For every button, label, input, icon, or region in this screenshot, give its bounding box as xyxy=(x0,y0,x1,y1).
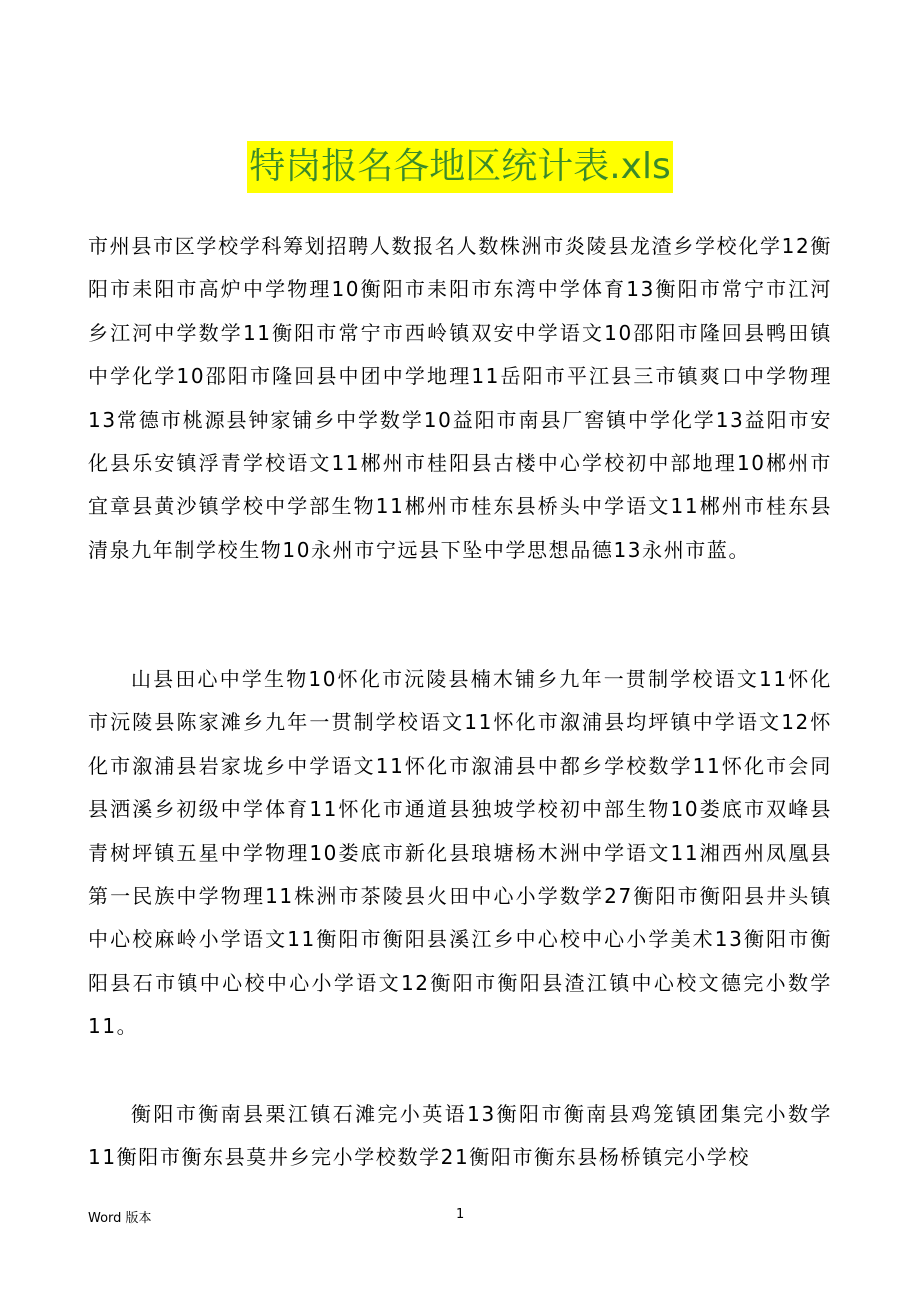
title-area xyxy=(0,141,920,193)
paragraph-2: 山县田心中学生物10怀化市沅陵县楠木铺乡九年一贯制学校语文11怀化市沅陵县陈家滩乡九年一贯制学校语文11怀化市溆浦县均坪镇中学语文12怀化市溆浦县岩家垅乡中学语文11怀化市溆浦县中都乡学校数学11怀化市会同县洒溪乡初级中学体育11怀化市通道县独坡学校初中部生物10娄底市双峰县青树坪镇五星中学物理10娄底市新化县琅塘杨木洲中学语文11湘西州凤凰县第一民族中学物理11株洲市茶陵县火田中心小学数学27衡阳市衡阳县井头镇中心校麻岭小学语文11衡阳市衡阳县溪江乡中心校中心小学美术13衡阳市衡阳县石市镇中心校中心小学语文12衡阳市衡阳县渣江镇中心校文德完小数学11。 xyxy=(88,667,832,1039)
page-number: 1 xyxy=(456,1207,465,1222)
paragraph-1: 市州县市区学校学科筹划招聘人数报名人数株洲市炎陵县龙渣乡学校化学12衡阳市耒阳市高炉中学物理10衡阳市耒阳市东湾中学体育13衡阳市常宁市江河乡江河中学数学11衡阳市常宁市西岭镇双安中学语文10邵阳市隆回县鸭田镇中学化学10邵阳市隆回县中团中学地理11岳阳市平江县三市镇爽口中学物理13常德市桃源县钟家铺乡中学数学10益阳市南县厂窖镇中学化学13益阳市安化县乐安镇浮青学校语文11郴州市桂阳县古楼中心学校初中部地理10郴州市宜章县黄沙镇学校中学部生物11郴州市桂东县桥头中学语文11郴州市桂东县清泉九年制学校生物10永州市宁远县下坠中学思想品德13永州市蓝。 xyxy=(88,234,832,562)
footer-label: Word 版本 xyxy=(88,1211,152,1226)
document-title: 特岗报名各地区统计表.xls xyxy=(247,141,673,193)
paragraph-3: 衡阳市衡南县栗江镇石滩完小英语13衡阳市衡南县鸡笼镇团集完小数学11衡阳市衡东县莫井乡完小学校数学21衡阳市衡东县杨桥镇完小学校 xyxy=(88,1102,832,1170)
